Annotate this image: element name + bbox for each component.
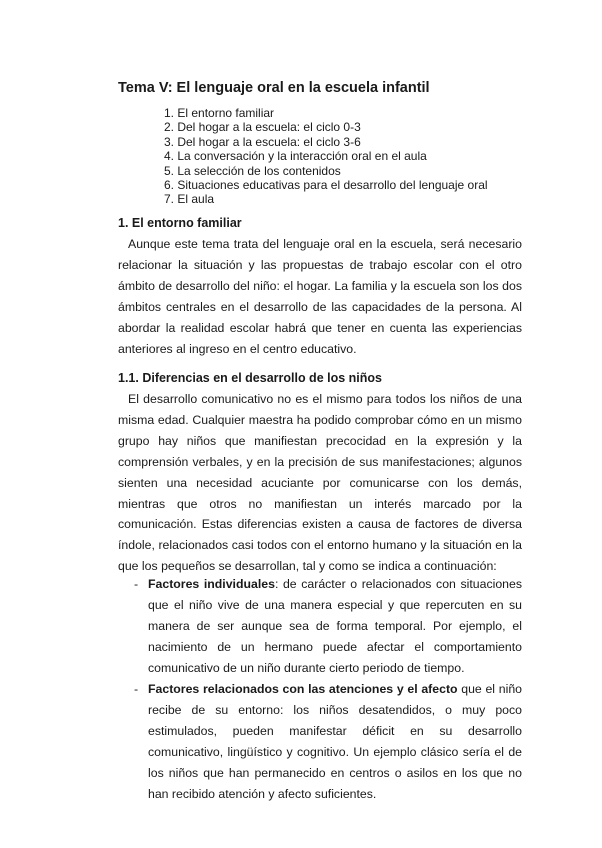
bullet-term: Factores relacionados con las atenciones y el afecto [148, 682, 458, 696]
subsection-paragraph: El desarrollo comunicativo no es el mismo para todos los niños de una misma edad. Cualquier maestra ha podido comprobar cómo en un mismo grupo hay niños que manifiestan precocidad en la expresión y la comprensión verbales, y en la precisión de sus manifestaciones; algunos sienten una necesidad acuciante por comunicarse con los demás, mientras que otros no manifiestan un interés marcado por la comunicación. Estas diferencias existen a causa de factores de diversa índole, relacionados casi todos con el entorno humano y la situación en la que los pequeños se desarrollan, tal y como se indica a continuación: [118, 392, 522, 574]
toc-item: 7. El aula [164, 192, 215, 207]
bullet-text [148, 679, 522, 804]
section-heading-entorno-familiar: 1. El entorno familiar [118, 216, 242, 230]
table-of-contents [164, 106, 488, 207]
bullet-body: que el niño recibe de su entorno: los niños desatendidos, o muy poco estimulados, pueden manifestar déficit en su desarrollo comunicativo, lingüístico y cognitivo. Un ejemplo clásico sería el de los niños que han permanecido en centros o asilos en los que no han recibido atención y afecto suficientes. [148, 682, 522, 801]
bullet-term: Factores individuales [148, 577, 275, 591]
toc-item: 2. Del hogar a la escuela: el ciclo 0-3 [164, 120, 361, 135]
toc-item: 1. El entorno familiar [164, 106, 275, 120]
toc-item: 3. Del hogar a la escuela: el ciclo 3-6 [164, 134, 361, 149]
bullet-dash: - [134, 577, 139, 591]
toc-item: 5. La selección de los contenidos [164, 163, 341, 178]
section-paragraph: Aunque este tema trata del lenguaje oral en la escuela, será necesario relacionar la situación y las propuestas de trabajo escolar con el otro ámbito de desarrollo del niño: el hogar. La familia y la escuela son los dos ámbitos centrales en el desarrollo de las capacidades de la persona. Al abordar la realidad escolar habrá que tener en cuenta las experiencias anteriores al ingreso en el centro educativo. [118, 237, 522, 356]
toc-item: 6. Situaciones educativas para el desarrollo del lenguaje oral [164, 178, 488, 193]
toc-item: 4. La conversación y la interacción oral en el aula [164, 149, 427, 164]
document-title: Tema V: El lenguaje oral en la escuela infantil [118, 80, 430, 96]
bullet-text [148, 574, 522, 679]
bullet-body: : de carácter o relacionados con situaciones que el niño vive de una manera especial y que repercuten en su manera de ser aunque sea de forma temporal. Por ejemplo, el nacimiento de un hermano puede afectar el comportamiento comunicativo de un niño durante cierto periodo de tiempo. [148, 577, 522, 675]
subsection-heading-diferencias: 1.1. Diferencias en el desarrollo de los niños [118, 371, 382, 385]
bullet-dash: - [134, 682, 139, 696]
